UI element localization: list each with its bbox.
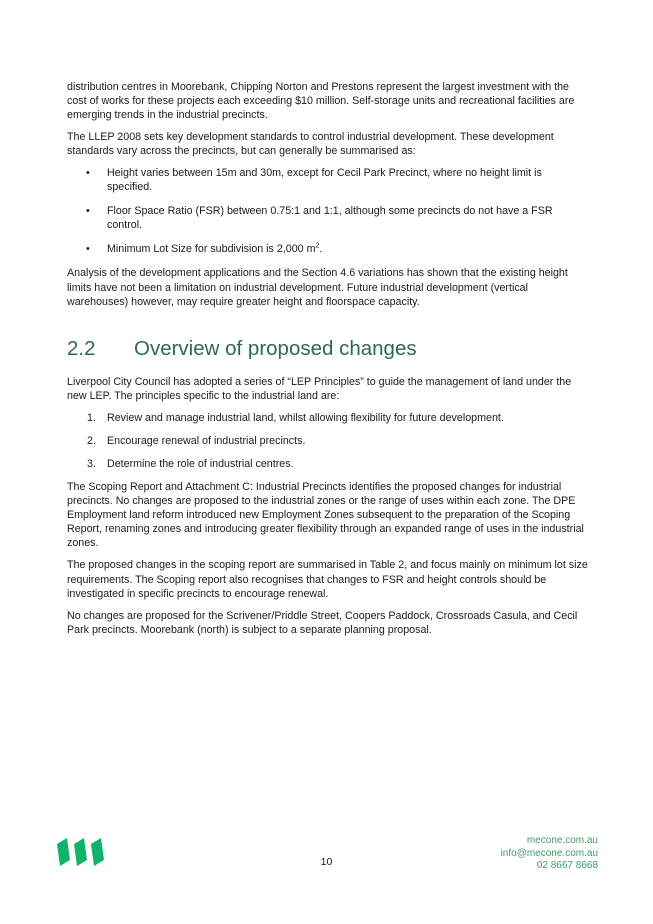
bullet-icon: • [86, 205, 90, 218]
numbered-item [67, 457, 589, 471]
superscript: 2 [315, 242, 320, 250]
phone-number: 02 8667 8668 [536, 860, 598, 871]
bullet-text: Minimum Lot Size for subdivision is 2,000 m [107, 243, 316, 256]
paragraph-analysis: Analysis of the development applications and the Section 4.6 variations has shown that the existing height limits have not been a limitation on industrial development. Future industrial development (vertical warehouses) however, may require greater height and floorspace capacity. [67, 267, 568, 308]
footer-contact [501, 835, 598, 873]
bullet-text-end: . [319, 243, 323, 256]
principles-numbered-list [67, 411, 589, 471]
item-text: Encourage renewal of industrial precincts. [107, 434, 306, 447]
bullet-icon: • [86, 167, 90, 180]
paragraph-lep-principles: Liverpool City Council has adopted a series of “LEP Principles” to guide the management of land under the new LEP. The principles specific to the industrial land are: [67, 375, 572, 402]
bullet-item-height [67, 166, 589, 194]
paragraph-standards-intro: The LLEP 2008 sets key development standards to control industrial development. These development standards vary across the precincts, but can generally be summarised as: [67, 131, 554, 158]
numbered-item [67, 434, 589, 448]
bullet-text: Floor Space Ratio (FSR) between 0.75:1 and 1:1, although some precincts do not have a FSR control. [107, 205, 553, 232]
bullet-item-fsr [67, 204, 589, 232]
section-number: 2.2 [67, 336, 96, 360]
page-content [67, 80, 589, 645]
standards-bullet-list [67, 166, 589, 256]
page-number: 10 [320, 856, 333, 868]
bullet-icon: • [86, 243, 90, 256]
website-link[interactable]: mecone.com.au [526, 835, 598, 846]
section-heading [67, 337, 589, 361]
item-number: 1. [87, 411, 96, 424]
paragraph-no-changes: No changes are proposed for the Scrivener/Priddle Street, Coopers Paddock, Crossroads Casula, and Cecil Park precincts. Moorebank (north) is subject to a separate planning proposal. [67, 609, 578, 636]
numbered-item [67, 411, 589, 425]
bullet-item-lot-size [67, 242, 589, 256]
section-title: Overview of proposed changes [134, 336, 417, 360]
paragraph-investment: distribution centres in Moorebank, Chipping Norton and Prestons represent the largest investment with the cost of works for these projects each exceeding $10 million. Self-storage units and recreational facilities are emerging trends in the industrial precincts. [67, 81, 575, 122]
email-link[interactable]: info@mecone.com.au [500, 847, 598, 859]
item-text: Review and manage industrial land, whilst allowing flexibility for future development. [107, 411, 504, 424]
bullet-text: Height varies between 15m and 30m, except for Cecil Park Precinct, where no height limit is specified. [107, 167, 542, 194]
item-number: 3. [87, 457, 96, 470]
paragraph-proposed-changes: The proposed changes in the scoping report are summarised in Table 2, and focus mainly on minimum lot size requirements. The Scoping report also recognises that changes to FSR and height controls should be investigated in specific precincts to encourage renewal. [67, 559, 588, 600]
item-number: 2. [87, 434, 96, 447]
item-text: Determine the role of industrial centres. [107, 457, 294, 470]
paragraph-scoping-report: The Scoping Report and Attachment C: Industrial Precincts identifies the proposed changes for industrial precincts. No changes are proposed to the industrial zones or the range of uses within each zone. The DPE Employment land reform introduced new Employment Zones subsequent to the preparation of the Scoping Report, renaming zones and introducing greater flexibility through an expanded range of uses in the industrial zones. [67, 480, 584, 550]
